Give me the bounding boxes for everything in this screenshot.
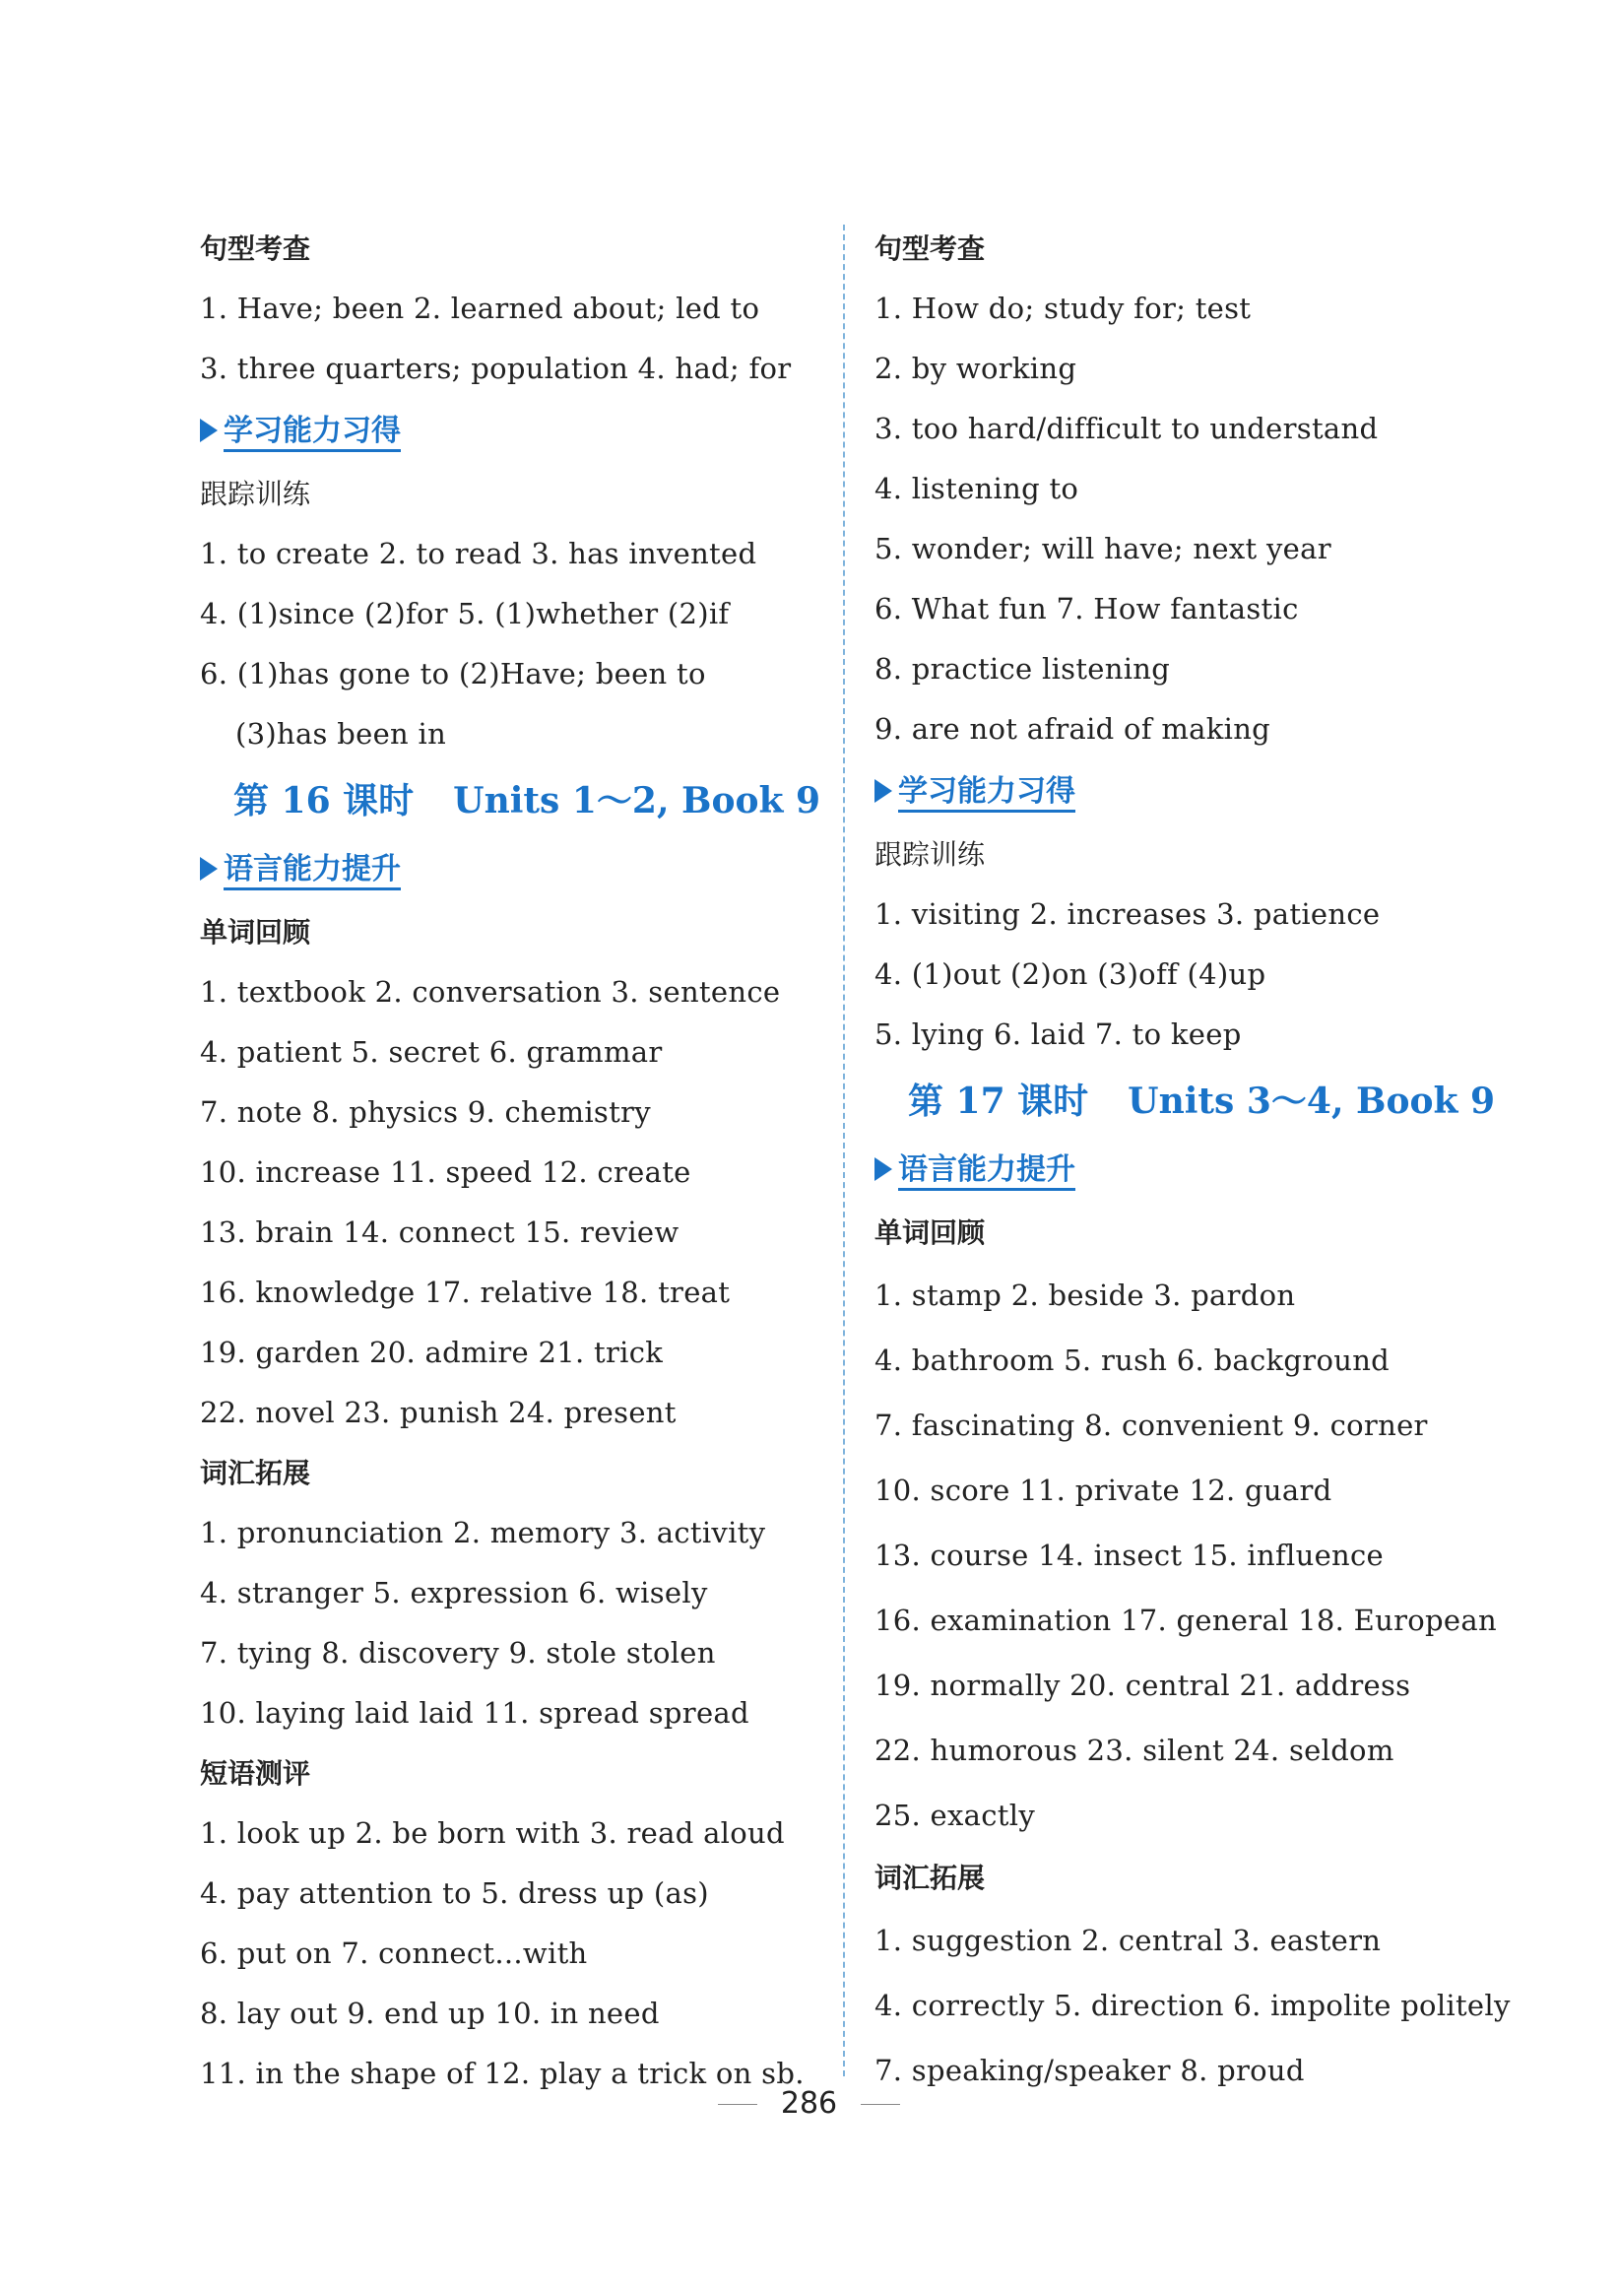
answer-line: 25. exactly <box>874 1799 1035 1832</box>
section-banner-language <box>200 837 830 902</box>
answer-line: 4. stranger 5. expression 6. wisely <box>200 1576 708 1609</box>
triangle-icon <box>874 779 892 803</box>
answer-line: 2. by working <box>874 352 1077 385</box>
answer-line: 5. wonder; will have; next year <box>874 532 1331 565</box>
answer-line: 10. increase 11. speed 12. create <box>200 1155 691 1189</box>
section-banner-label: 学习能力习得 <box>224 414 401 452</box>
answer-line: 4. pay attention to 5. dress up (as) <box>200 1876 709 1910</box>
lesson-units: Units 1～2, Book 9 <box>453 780 820 821</box>
answer-line: 1. suggestion 2. central 3. eastern <box>874 1924 1382 1957</box>
triangle-icon <box>200 419 218 442</box>
answer-line: 1. stamp 2. beside 3. pardon <box>874 1279 1296 1312</box>
answer-line: 3. too hard/difficult to understand <box>874 412 1379 445</box>
answer-line: (3)has been in <box>235 717 447 751</box>
section-heading: 句型考查 <box>200 232 311 265</box>
answer-line: 7. note 8. physics 9. chemistry <box>200 1095 651 1129</box>
answer-line: 1. visiting 2. increases 3. patience <box>874 897 1381 931</box>
answer-line: 4. patient 5. secret 6. grammar <box>200 1035 663 1069</box>
answer-line: 22. novel 23. punish 24. present <box>200 1396 677 1429</box>
answer-line: 3. three quarters; population 4. had; for <box>200 352 792 385</box>
section-heading: 词汇拓展 <box>874 1862 986 1894</box>
answer-line: 5. lying 6. laid 7. to keep <box>874 1017 1242 1051</box>
section-heading: 句型考查 <box>874 232 986 265</box>
answer-line: 1. Have; been 2. learned about; led to <box>200 292 760 325</box>
section-heading: 词汇拓展 <box>200 1457 311 1489</box>
answer-line: 9. are not afraid of making <box>874 712 1271 746</box>
lesson-number: 第 16 课时 <box>233 780 415 821</box>
answer-line: 19. normally 20. central 21. address <box>874 1669 1411 1702</box>
triangle-icon <box>874 1157 892 1181</box>
answer-line: 1. to create 2. to read 3. has invented <box>200 537 757 570</box>
column-divider <box>843 225 845 2076</box>
answer-line: 16. examination 17. general 18. European <box>874 1604 1497 1637</box>
answer-line: 1. How do; study for; test <box>874 292 1252 325</box>
lesson-number: 第 17 课时 <box>908 1081 1089 1122</box>
answer-line: 7. tying 8. discovery 9. stole stolen <box>200 1636 716 1670</box>
answer-line: 4. correctly 5. direction 6. impolite politely <box>874 1989 1511 2022</box>
answer-line: 6. What fun 7. How fantastic <box>874 592 1299 625</box>
section-banner-label: 语言能力提升 <box>224 852 401 890</box>
left-column <box>200 219 830 2104</box>
answer-line: 6. (1)has gone to (2)Have; been to <box>200 657 706 690</box>
section-heading: 跟踪训练 <box>200 478 311 510</box>
answer-line: 13. course 14. insect 15. influence <box>874 1539 1385 1572</box>
answer-line: 4. (1)since (2)for 5. (1)whether (2)if <box>200 597 730 630</box>
answer-line: 4. (1)out (2)on (3)off (4)up <box>874 957 1266 991</box>
section-banner-study <box>874 759 1485 824</box>
footer-dash <box>861 2104 900 2105</box>
answer-line: 19. garden 20. admire 21. trick <box>200 1336 664 1369</box>
section-heading: 短语测评 <box>200 1757 311 1790</box>
page-footer <box>0 2086 1618 2121</box>
answer-line: 7. speaking/speaker 8. proud <box>874 2054 1305 2087</box>
section-banner-label: 语言能力提升 <box>898 1152 1075 1191</box>
answer-line: 22. humorous 23. silent 24. seldom <box>874 1734 1394 1767</box>
answer-line: 6. put on 7. connect...with <box>200 1936 588 1970</box>
triangle-icon <box>200 857 218 881</box>
lesson-title <box>874 1065 1495 1138</box>
section-heading: 单词回顾 <box>200 916 311 949</box>
answer-line: 8. practice listening <box>874 652 1171 686</box>
answer-line: 4. bathroom 5. rush 6. background <box>874 1344 1391 1377</box>
answer-line: 4. listening to <box>874 472 1079 505</box>
right-column <box>874 219 1511 2103</box>
answer-line: 1. textbook 2. conversation 3. sentence <box>200 975 781 1009</box>
answer-line: 10. laying laid laid 11. spread spread <box>200 1696 749 1730</box>
footer-dash <box>718 2104 757 2105</box>
answer-line: 10. score 11. private 12. guard <box>874 1474 1332 1507</box>
answer-line: 1. pronunciation 2. memory 3. activity <box>200 1516 766 1549</box>
lesson-units: Units 3～4, Book 9 <box>1128 1081 1495 1122</box>
section-banner-study <box>200 399 830 464</box>
section-banner-label: 学习能力习得 <box>898 774 1075 813</box>
answer-line: 7. fascinating 8. convenient 9. corner <box>874 1409 1428 1442</box>
lesson-title <box>200 764 830 837</box>
section-heading: 单词回顾 <box>874 1216 986 1249</box>
page-number: 286 <box>780 2086 838 2121</box>
answer-line: 1. look up 2. be born with 3. read aloud <box>200 1816 785 1850</box>
answer-line: 8. lay out 9. end up 10. in need <box>200 1997 660 2030</box>
answer-line: 13. brain 14. connect 15. review <box>200 1215 680 1249</box>
section-heading: 跟踪训练 <box>874 838 986 871</box>
section-banner-language <box>874 1138 1485 1203</box>
answer-line: 11. in the shape of 12. play a trick on sb. <box>200 2057 805 2090</box>
answer-line: 16. knowledge 17. relative 18. treat <box>200 1276 731 1309</box>
